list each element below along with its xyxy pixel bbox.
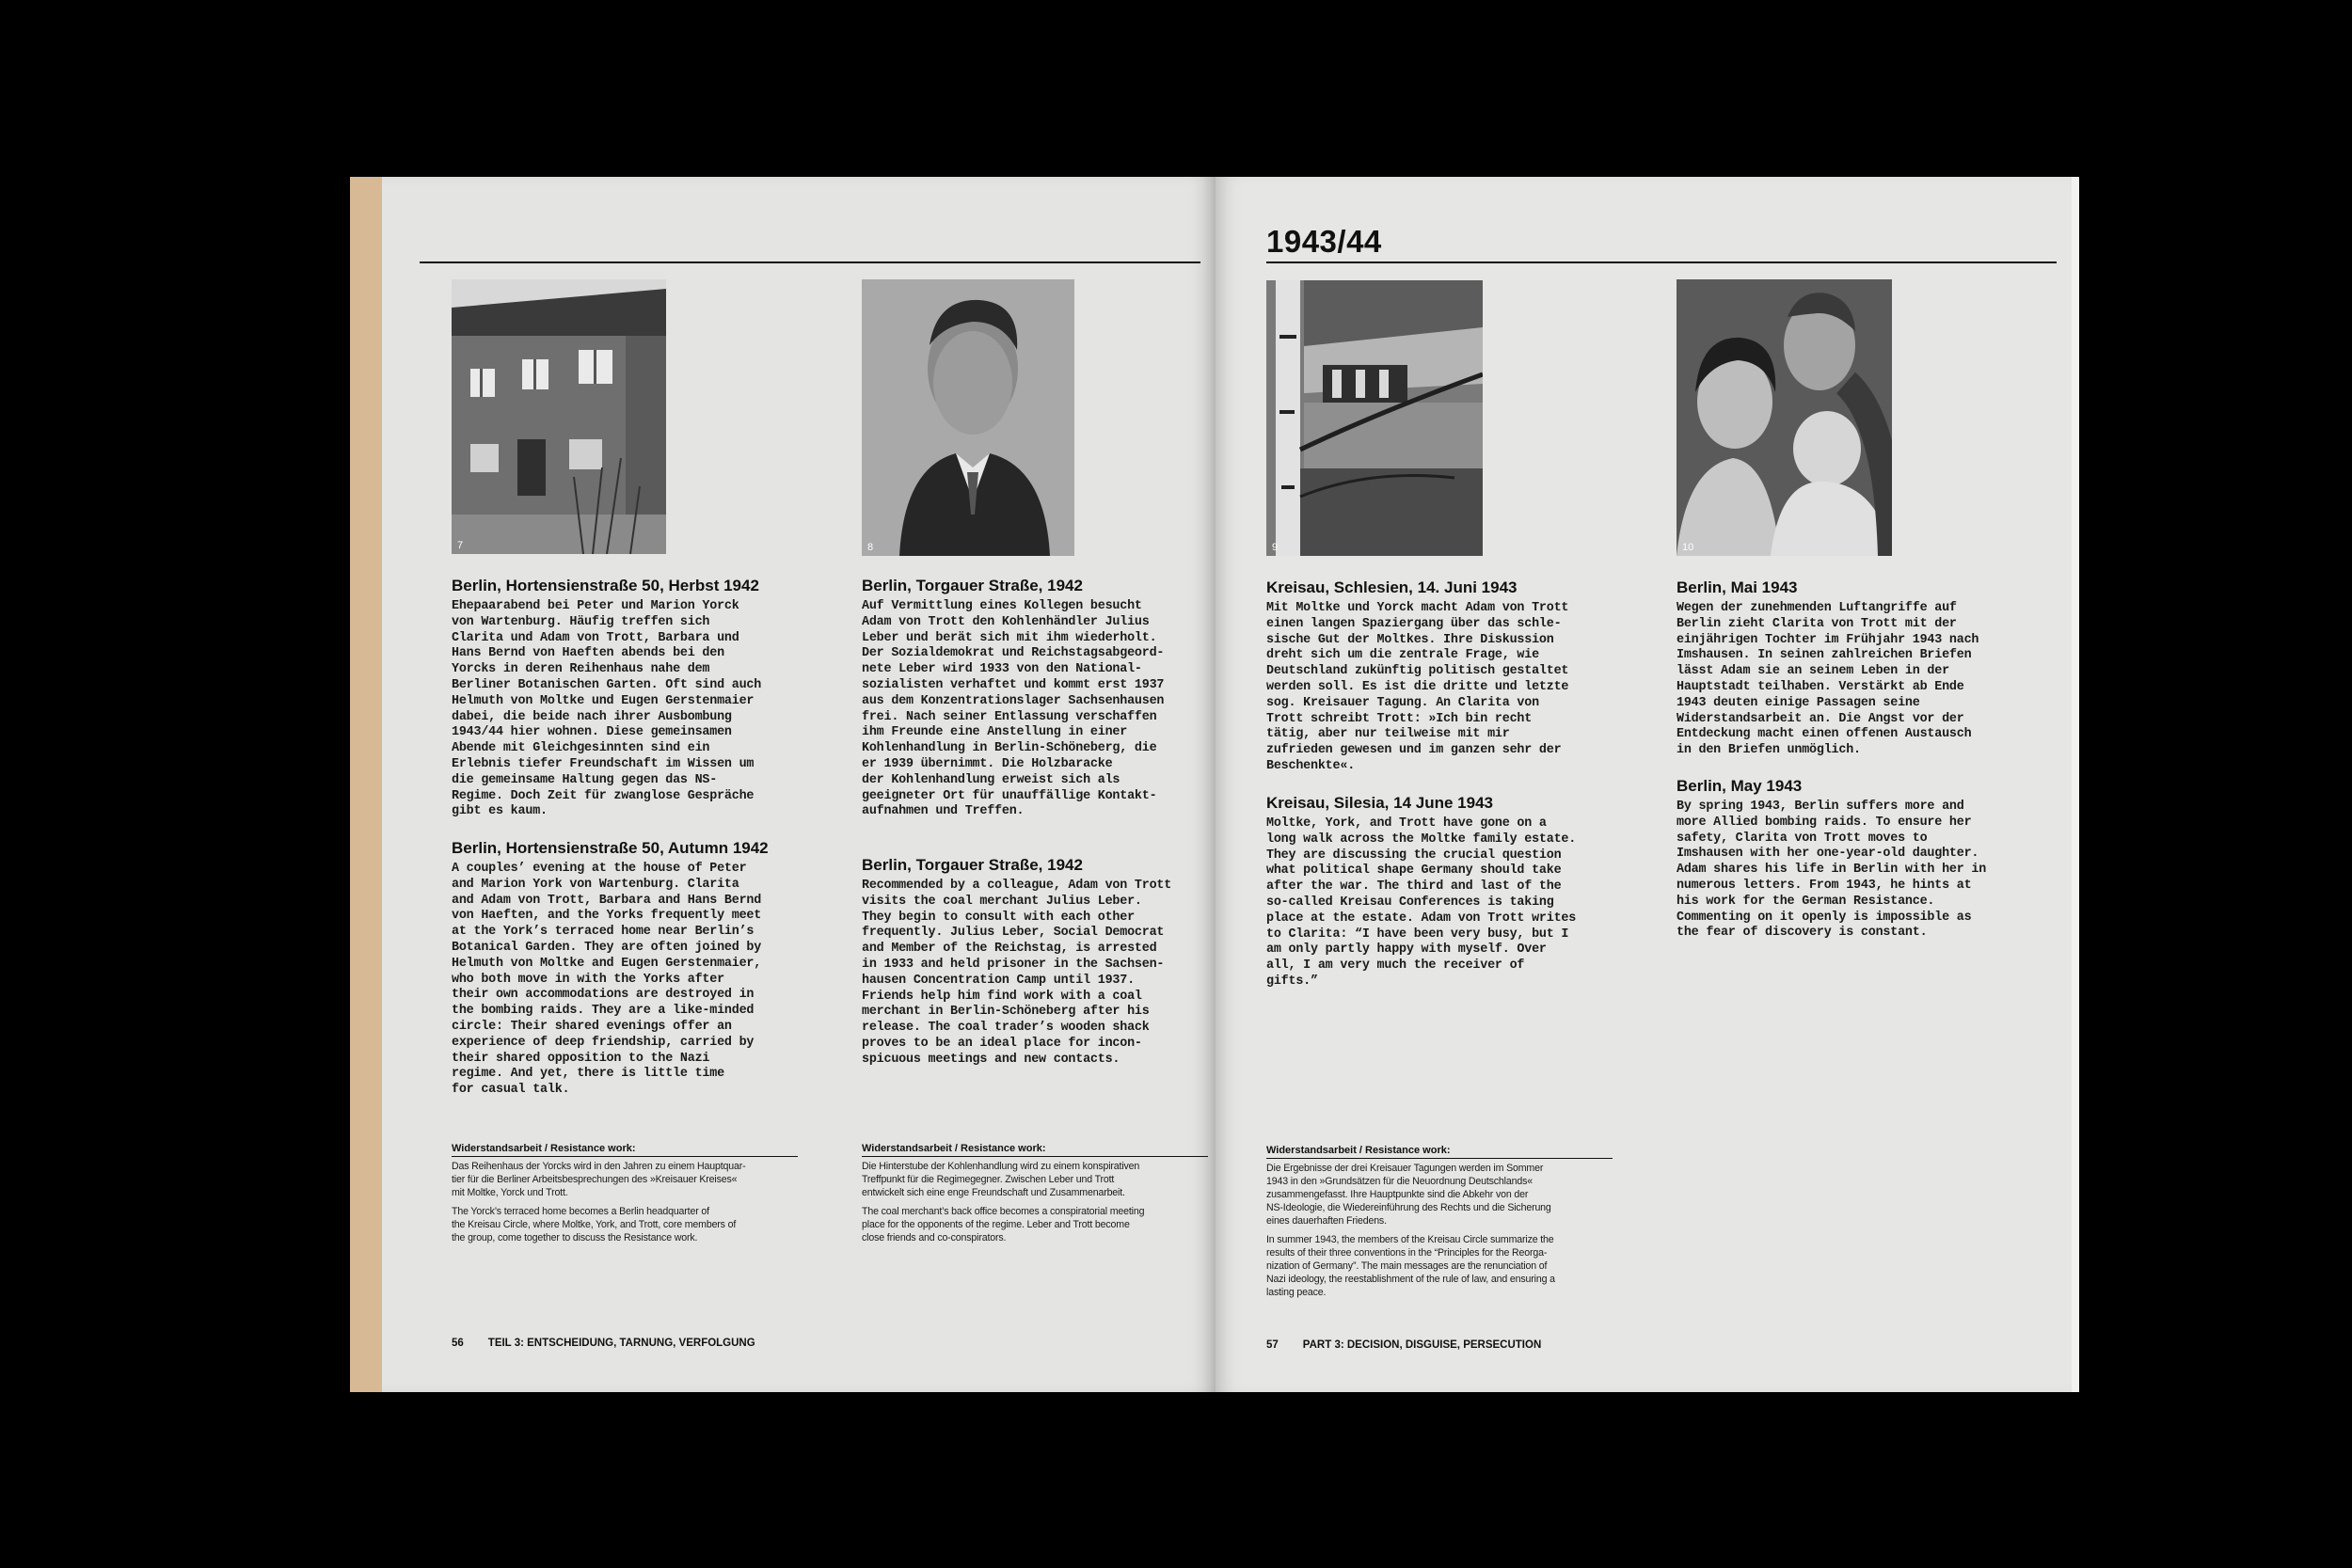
note-heading: Widerstandsarbeit / Resistance work: xyxy=(452,1143,798,1157)
entry-en xyxy=(862,856,1216,1069)
note-text-en: The coal merchant’s back office becomes a conspiratorial meeting place for the opponents of the regime. Leber and Trott become close friends and co-conspirators. xyxy=(862,1206,1145,1243)
right-page xyxy=(1216,177,2079,1392)
photo-number: 8 xyxy=(867,542,874,553)
entry-heading: Kreisau, Schlesien, 14. Juni 1943 xyxy=(1266,578,1518,596)
entry-de xyxy=(1266,578,1624,775)
year-title: 1943/44 xyxy=(1266,224,1382,259)
note-heading: Widerstandsarbeit / Resistance work: xyxy=(862,1143,1208,1157)
page-number: 57 xyxy=(1266,1339,1279,1351)
page-number: 56 xyxy=(452,1338,464,1349)
entry-heading: Berlin, Hortensienstraße 50, Autumn 1942 xyxy=(452,839,769,857)
left-page xyxy=(382,177,1216,1392)
entry-heading: Berlin, Torgauer Straße, 1942 xyxy=(862,856,1083,874)
photo-number: 9 xyxy=(1272,542,1279,553)
entry-text: Auf Vermittlung eines Kollegen besucht Adam von Trott den Kohlenhändler Julius Leber und berät sich mit ihm wiederholt. Der Sozialdemokrat und Reichstagsabgeord- nete Leber wird 1933 von den National- sozialisten verhaftet und kommt erst 1937 aus dem Konzentrationslager Sachsenhausen frei. Nach seiner Entlassung verschaffen ihm Freunde eine Anstellung in einer Kohlenhandlung in Berlin-Schöneberg, die er 1939 übernimmt. Die Holzbaracke der Kohlenhandlung erweist sich als geeigneter Ort für unauffällige Kontakt- aufnahmen und Treffen. xyxy=(862,599,1165,819)
entry-text: Ehepaarabend bei Peter und Marion Yorck von Wartenburg. Häufig treffen sich Clarita und Adam von Trott, Barbara und Hans Bernd von Haeften abends bei den Yorcks in deren Reihenhaus nahe dem Berliner Botanischen Garten. Oft sind auch Helmuth von Moltke und Eugen Gerstenmaier dabei, die beide nach ihrer Ausbombung 1943/44 hier wohnen. Diese gemeinsamen Abende mit Gleichgesinnten sind ein Erlebnis tiefer Freundschaft im Wissen um die gemeinsame Haltung gegen das NS- Regime. Doch Zeit für zwanglose Gespräche gibt es kaum. xyxy=(452,599,762,819)
note-text-en: In summer 1943, the members of the Kreisau Circle summarize the results of their three conventions in the “Principles for the Reorga- nization of Germany”. The main messages are the renunciation of Nazi ideology, the reestablishment of the rule of law, and ensuring a lasting peace. xyxy=(1266,1234,1555,1298)
entry-text: Mit Moltke und Yorck macht Adam von Trott einen langen Spaziergang über das schle- sische Gut der Moltkes. Ihre Diskussion dreht sich um die zentrale Frage, wie Deutschland zukünftig politisch gestaltet werden soll. Es ist die dritte und letzte sog. Kreisauer Tagung. An Clarita von Trott schreibt Trott: »Ich bin recht tätig, aber nur teilweise mit mir zufrieden gewesen und im ganzen sehr der Beschenkte«. xyxy=(1266,601,1569,773)
photo-house xyxy=(452,279,666,554)
book-spread xyxy=(350,177,2079,1392)
note-text-de: Das Reihenhaus der Yorcks wird in den Jahren zu einem Hauptquar- tier für die Berliner Arbeitsbesprechungen des »Kreisauer Kreises« mit Moltke, Yorck und Trott. xyxy=(452,1161,746,1198)
resistance-note xyxy=(452,1143,798,1250)
entry-heading: Kreisau, Silesia, 14 June 1943 xyxy=(1266,794,1493,812)
photo-kreisau-garden xyxy=(1266,280,1483,556)
page-footer xyxy=(1266,1339,1541,1351)
entry-de xyxy=(452,577,809,820)
photo-number: 7 xyxy=(457,540,464,551)
note-text-de: Die Hinterstube der Kohlenhandlung wird zu einem konspirativen Treffpunkt für die Regimegegner. Zwischen Leber und Trott entwickelt sich eine enge Freundschaft und Zusammenarbeit. xyxy=(862,1161,1140,1198)
page-footer xyxy=(452,1338,755,1349)
note-text-de: Die Ergebnisse der drei Kreisauer Tagungen werden im Sommer 1943 in den »Grundsätzen für die Neuordnung Deutschlands« zusammengefasst. Ihre Hauptpunkte sind die Abkehr von der NS-Ideologie, die Wiedereinführung des Rechts und die Sicherung eines dauerhaften Friedens. xyxy=(1266,1163,1551,1227)
entry-en xyxy=(452,839,809,1099)
entry-de xyxy=(1677,578,2034,759)
photo-number: 10 xyxy=(1682,542,1694,553)
photo-portrait-leber xyxy=(862,279,1074,556)
entry-heading: Berlin, Torgauer Straße, 1942 xyxy=(862,577,1083,594)
entry-text: Moltke, York, and Trott have gone on a long walk across the Moltke family estate. They are discussing the crucial question what political shape Germany should take after the war. The third and last of the so-called Kreisau Conferences is taking place at the estate. Adam von Trott writes to Clarita: “I have been very busy, but I am only partly happy with myself. Over all, I am very much the receiver of gifts.” xyxy=(1266,816,1577,989)
entry-de xyxy=(862,577,1216,820)
entry-heading: Berlin, Hortensienstraße 50, Herbst 1942 xyxy=(452,577,759,594)
entry-text: A couples’ evening at the house of Peter and Marion York von Wartenburg. Clarita and Adam von Trott, Barbara and Hans Bernd von Haeften, and the Yorks frequently meet at the York’s terraced home near Berlin’s Botanical Garden. They are often joined by Helmuth von Moltke and Eugen Gerstenmaier, who both move in with the Yorks after their own accommodations are destroyed in the bombing raids. They are a like-minded circle: Their shared evenings offer an experience of deep friendship, carried by their shared opposition to the Nazi regime. And yet, there is little time for casual talk. xyxy=(452,862,762,1098)
entry-text: By spring 1943, Berlin suffers more and more Allied bombing raids. To ensure her safety, Clarita von Trott moves to Imshausen with her one-year-old daughter. Adam shares his life in Berlin with her in numerous letters. From 1943, he hints at his work for the German Resistance. Commenting on it openly is impossible as the fear of discovery is constant. xyxy=(1677,800,1987,941)
resistance-note xyxy=(862,1143,1208,1250)
top-rule xyxy=(420,261,1200,263)
note-text-en: The Yorck’s terraced home becomes a Berlin headquarter of the Kreisau Circle, where Moltke, York, and Trott, core members of the group, come together to discuss the Resistance work. xyxy=(452,1206,737,1243)
note-heading: Widerstandsarbeit / Resistance work: xyxy=(1266,1145,1613,1159)
entry-en xyxy=(1266,794,1624,990)
entry-text: Recommended by a colleague, Adam von Trott visits the coal merchant Julius Leber. They begin to consult with each other frequently. Julius Leber, Social Democrat and Member of the Reichstag, is arrested in 1933 and held prisoner in the Sachsen- hausen Concentration Camp until 1937. Friends help him find work with a coal merchant in Berlin-Schöneberg after his release. The coal trader’s wooden shack proves to be an ideal place for incon- spicuous meetings and new contacts. xyxy=(862,879,1172,1067)
photo-family xyxy=(1677,279,1892,556)
entry-text: Wegen der zunehmenden Luftangriffe auf Berlin zieht Clarita von Trott mit der einjährigen Tochter im Frühjahr 1943 nach Imshausen. In seinen zahlreichen Briefen lässt Adam sie an seinem Leben in der Hauptstadt teilhaben. Verstärkt ab Ende 1943 deuten einige Passagen seine Widerstandsarbeit an. Die Angst vor der Entdeckung macht einen offenen Austausch in den Briefen unmöglich. xyxy=(1677,601,1979,758)
entry-heading: Berlin, Mai 1943 xyxy=(1677,578,1798,596)
entry-en xyxy=(1677,777,2034,942)
entry-heading: Berlin, May 1943 xyxy=(1677,777,1803,795)
top-rule xyxy=(1266,261,2057,263)
section-title: TEIL 3: ENTSCHEIDUNG, TARNUNG, VERFOLGUNG xyxy=(487,1338,755,1349)
section-title: PART 3: DECISION, DISGUISE, PERSECUTION xyxy=(1302,1339,1542,1351)
resistance-note xyxy=(1266,1145,1613,1305)
book-edge xyxy=(350,177,382,1392)
